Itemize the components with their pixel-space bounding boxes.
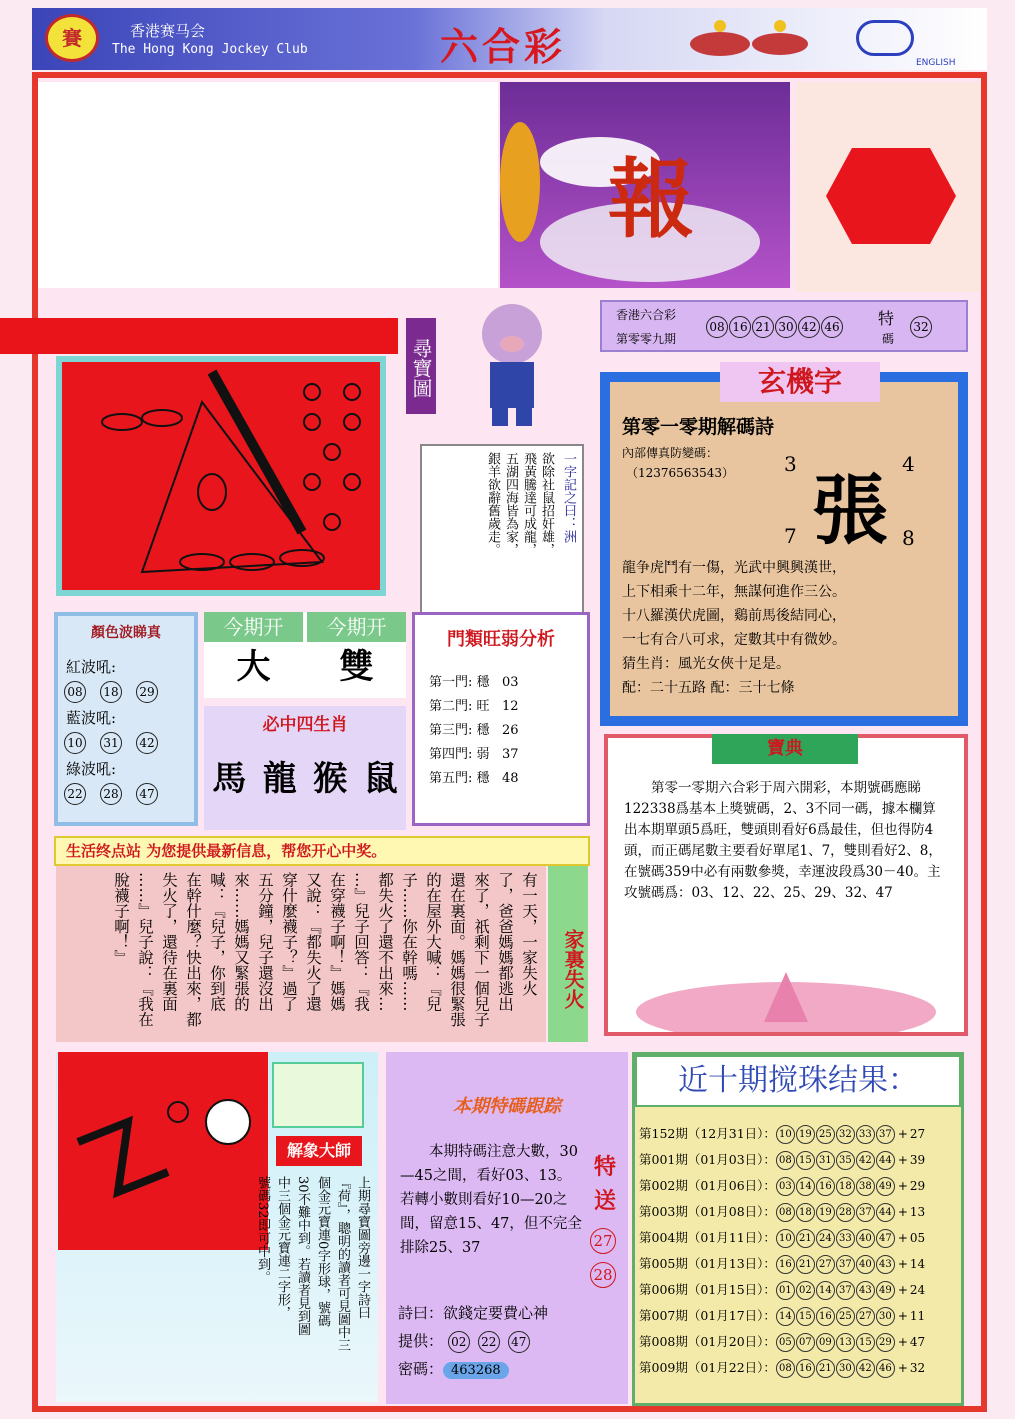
xuanji-line: 龍争虎鬥有一傷，光武中興興漢世， bbox=[622, 560, 846, 576]
result-balls bbox=[706, 316, 844, 338]
draw-ball: 44 bbox=[876, 1203, 895, 1222]
blue-ball: 10 bbox=[64, 732, 86, 754]
draw-ball: 43 bbox=[876, 1255, 895, 1274]
interpretation-column: 30不難中到。若讀者見到圖 bbox=[295, 1176, 310, 1336]
door-status: 弱 bbox=[476, 747, 490, 762]
story-column: 還在裏面。媽媽很緊張 bbox=[448, 872, 466, 1027]
green-ball: 47 bbox=[136, 783, 158, 805]
draw-ball: 18 bbox=[836, 1177, 855, 1196]
jockey-club-logo[interactable]: 賽 bbox=[45, 14, 99, 62]
poem-line: 欲除社鼠招奸雄， bbox=[539, 452, 554, 556]
draw-ball: 15 bbox=[796, 1307, 815, 1326]
draw-ball: 37 bbox=[856, 1203, 875, 1222]
special-tracking-title: 本期特碼跟踪 bbox=[453, 1096, 561, 1117]
poem-scroll bbox=[420, 444, 584, 616]
story-column: 五分鐘，兒子還沒出 bbox=[256, 872, 274, 1012]
blue-wave-label: 藍波吼: bbox=[66, 709, 117, 727]
draw-ball: 40 bbox=[856, 1229, 875, 1248]
story-column: 有一天，一家失火 bbox=[520, 872, 538, 996]
door-status: 旺 bbox=[476, 699, 490, 714]
special-number: 13 bbox=[909, 1205, 926, 1219]
issue-number: 第003期 bbox=[639, 1204, 688, 1219]
recent-result-row bbox=[635, 1277, 961, 1303]
draw-ball: 16 bbox=[816, 1177, 835, 1196]
poem-row bbox=[398, 1302, 548, 1323]
draw-ball: 21 bbox=[796, 1229, 815, 1248]
recent-result-row bbox=[635, 1251, 961, 1277]
story-column: 來了，祇剩下一個兒子 bbox=[472, 872, 490, 1027]
draw-ball: 24 bbox=[816, 1229, 835, 1248]
zodiac-animal: 鼠 bbox=[363, 759, 398, 799]
story-column: 脫襪子啊！』 bbox=[112, 872, 130, 965]
draw-ball: 40 bbox=[856, 1255, 875, 1274]
red-ball: 08 bbox=[64, 681, 86, 703]
interpretation-column: 個金元寶連0字形球，號碼 bbox=[315, 1176, 330, 1328]
plus-symbol: + bbox=[897, 1283, 908, 1297]
door-status: 穩 bbox=[476, 675, 490, 690]
result-ball: 21 bbox=[752, 316, 774, 338]
special-number: 27 bbox=[909, 1127, 926, 1141]
draw-ball: 30 bbox=[836, 1359, 855, 1378]
plus-symbol: + bbox=[897, 1179, 908, 1193]
poem-line: 五湖四海皆為家， bbox=[503, 452, 518, 556]
red-ball: 29 bbox=[136, 681, 158, 703]
life-info-bar: 生活终点站 为您提供最新信息，帮您开心中奖。 bbox=[54, 836, 590, 866]
draw-ball: 08 bbox=[776, 1203, 795, 1222]
gift-ball-wrap bbox=[590, 1228, 617, 1254]
draw-ball: 10 bbox=[776, 1125, 795, 1144]
story-column: 來……媽媽又緊張的 bbox=[232, 872, 250, 1012]
horse-racing-icon bbox=[680, 14, 810, 64]
draw-ball: 49 bbox=[876, 1177, 895, 1196]
issue-number: 第152期 bbox=[639, 1126, 688, 1141]
special-tracking-text: 本期特碼注意大數，30—45之間，看好03、13。若轉小數則看好10—20之間，留意15、47，但不完全排除25、37 bbox=[400, 1144, 582, 1256]
plus-symbol: + bbox=[897, 1335, 908, 1349]
zodiac-title: 必中四生肖 bbox=[262, 715, 348, 735]
issue-number: 第004期 bbox=[639, 1230, 688, 1245]
pig-mascot-icon bbox=[462, 300, 562, 430]
xuanji-line: 一七有合八可求，定數其中有微妙。 bbox=[622, 632, 846, 648]
draw-ball: 14 bbox=[796, 1177, 815, 1196]
draw-date: （12月31日）： bbox=[687, 1126, 776, 1141]
story-column: 在幹什麼？快出來，都 bbox=[184, 872, 202, 1027]
big-char: 張 bbox=[812, 466, 888, 555]
issue-number: 第001期 bbox=[639, 1152, 688, 1167]
plus-symbol: + bbox=[897, 1127, 908, 1141]
recent-result-row bbox=[635, 1199, 961, 1225]
draw-ball: 05 bbox=[776, 1333, 795, 1352]
draw-ball: 09 bbox=[816, 1333, 835, 1352]
draw-ball: 43 bbox=[856, 1281, 875, 1300]
green-ball: 22 bbox=[64, 783, 86, 805]
story-title: 家裏失火 bbox=[548, 866, 588, 1042]
draw-ball: 33 bbox=[836, 1229, 855, 1248]
zodiac-animal: 馬 bbox=[212, 759, 247, 799]
story-column: 喊：『兒子，你到底 bbox=[208, 872, 226, 1012]
special-number: 11 bbox=[909, 1309, 926, 1323]
door-name: 第二門: bbox=[429, 699, 473, 714]
recent-result-row bbox=[635, 1225, 961, 1251]
door-num: 48 bbox=[501, 771, 519, 786]
draw-ball: 46 bbox=[876, 1359, 895, 1378]
corner-num: 7 bbox=[784, 524, 797, 548]
provide-ball: 22 bbox=[478, 1331, 500, 1353]
door-num: 03 bbox=[501, 675, 519, 690]
plus-symbol: + bbox=[897, 1153, 908, 1167]
draw-ball: 08 bbox=[776, 1359, 795, 1378]
provide-ball: 47 bbox=[508, 1331, 530, 1353]
interpretation-label: 解象大師 bbox=[276, 1136, 362, 1166]
draw-date: （01月03日）： bbox=[687, 1152, 776, 1167]
draw-ball: 07 bbox=[796, 1333, 815, 1352]
blue-ball: 31 bbox=[100, 732, 122, 754]
door-analysis-title: 門類旺弱分析 bbox=[447, 629, 555, 650]
issue-number: 第007期 bbox=[639, 1308, 688, 1323]
special-number: 24 bbox=[909, 1283, 926, 1297]
story-column: 都失火了還不出來… bbox=[376, 872, 394, 1012]
green-ball: 28 bbox=[100, 783, 122, 805]
xuanji-line: 配：二十五路 配：三十七條 bbox=[622, 680, 795, 696]
draw-ball: 42 bbox=[856, 1151, 875, 1170]
xuanji-title: 玄機字 bbox=[720, 362, 880, 402]
draw-ball: 33 bbox=[856, 1125, 875, 1144]
hk-result-box bbox=[600, 300, 968, 352]
color-wave-title: 顏色波睇真 bbox=[91, 625, 161, 641]
story-column: 在穿襪子啊！』媽媽 bbox=[328, 872, 346, 1012]
english-button[interactable] bbox=[856, 20, 914, 56]
special-number: 29 bbox=[909, 1179, 926, 1193]
draw-ball: 44 bbox=[876, 1151, 895, 1170]
issue-head: 今期开 bbox=[307, 612, 406, 642]
draw-ball: 14 bbox=[776, 1307, 795, 1326]
interpretation-column: 號碼32即可中到。 bbox=[255, 1176, 270, 1284]
provide-ball: 02 bbox=[448, 1331, 470, 1353]
draw-ball: 16 bbox=[816, 1307, 835, 1326]
corner-num: 8 bbox=[902, 526, 915, 550]
issue-number: 第008期 bbox=[639, 1334, 688, 1349]
hk-lottery-label: 香港六合彩 bbox=[616, 308, 677, 322]
gift-ball-wrap bbox=[590, 1262, 617, 1288]
draw-ball: 16 bbox=[776, 1255, 795, 1274]
plus-symbol: + bbox=[897, 1231, 908, 1245]
red-ball: 18 bbox=[100, 681, 122, 703]
green-wave-label: 綠波吼: bbox=[66, 760, 117, 778]
door-status: 穩 bbox=[476, 723, 490, 738]
result-ball: 46 bbox=[821, 316, 843, 338]
gift-ball: 27 bbox=[590, 1228, 616, 1254]
draw-ball: 15 bbox=[856, 1333, 875, 1352]
draw-ball: 25 bbox=[816, 1125, 835, 1144]
draw-ball: 31 bbox=[816, 1151, 835, 1170]
baodian-box bbox=[604, 734, 968, 1036]
poem-line: 一字記之曰：洲 bbox=[561, 452, 576, 543]
provide-row bbox=[398, 1330, 531, 1353]
door-name: 第四門: bbox=[429, 747, 473, 762]
draw-ball: 37 bbox=[836, 1281, 855, 1300]
draw-date: （01月22日）： bbox=[687, 1360, 776, 1375]
provide-label: 提供： bbox=[398, 1332, 444, 1350]
poem-text: 欲錢定要費心神 bbox=[443, 1304, 549, 1322]
org-name-en: The Hong Kong Jockey Club bbox=[112, 42, 308, 57]
draw-ball: 32 bbox=[836, 1125, 855, 1144]
story-column: 又說：『都失火了還 bbox=[304, 872, 322, 1012]
draw-ball: 42 bbox=[856, 1359, 875, 1378]
door-rows bbox=[415, 671, 587, 791]
zodiac-animal: 猴 bbox=[313, 759, 348, 799]
draw-ball: 03 bbox=[776, 1177, 795, 1196]
special-number: 47 bbox=[909, 1335, 926, 1349]
plus-symbol: + bbox=[897, 1361, 908, 1375]
draw-ball: 13 bbox=[836, 1333, 855, 1352]
door-name: 第一門: bbox=[429, 675, 473, 690]
corner-num: 4 bbox=[902, 452, 915, 476]
last-map-image bbox=[58, 1052, 268, 1250]
treasure-map-image bbox=[56, 356, 386, 596]
issue-number: 第002期 bbox=[639, 1178, 688, 1193]
draw-date: （01月06日）： bbox=[687, 1178, 776, 1193]
draw-date: （01月15日）： bbox=[687, 1282, 776, 1297]
redaction-bar bbox=[0, 318, 398, 354]
draw-ball: 25 bbox=[836, 1307, 855, 1326]
code-row bbox=[398, 1358, 509, 1379]
baodian-title: 寶典 bbox=[712, 734, 858, 764]
draw-ball: 30 bbox=[876, 1307, 895, 1326]
issue-number: 第005期 bbox=[639, 1256, 688, 1271]
recent-result-row bbox=[635, 1173, 961, 1199]
result-ball: 30 bbox=[775, 316, 797, 338]
draw-ball: 27 bbox=[856, 1307, 875, 1326]
draw-ball: 18 bbox=[796, 1203, 815, 1222]
fax-number: （12376563543） bbox=[626, 466, 734, 480]
interpretation-text bbox=[252, 1176, 372, 1396]
draw-date: （01月17日）： bbox=[687, 1308, 776, 1323]
special-ball-wrap bbox=[910, 316, 933, 338]
draw-ball: 28 bbox=[836, 1203, 855, 1222]
fax-label: 內部傳真防變碼： bbox=[622, 446, 719, 460]
issue-number: 第009期 bbox=[639, 1360, 688, 1375]
door-num: 12 bbox=[501, 699, 519, 714]
color-wave-box bbox=[54, 612, 198, 826]
story-column: …』兒子回答：『我 bbox=[352, 872, 370, 1012]
story-column: 失火了，還待在裏面 bbox=[160, 872, 178, 1012]
result-ball: 42 bbox=[798, 316, 820, 338]
issue-head: 今期开 bbox=[204, 612, 303, 642]
poem-line: 銀羊欲辭舊歲走。 bbox=[485, 452, 500, 556]
special-number: 05 bbox=[909, 1231, 926, 1245]
recent-result-row bbox=[635, 1147, 961, 1173]
recent-result-row bbox=[635, 1329, 961, 1355]
draw-ball: 16 bbox=[796, 1359, 815, 1378]
recent-result-row bbox=[635, 1121, 961, 1147]
decode-poem-title: 第零一零期解碼詩 bbox=[622, 416, 775, 438]
door-analysis-box bbox=[412, 612, 590, 826]
treasure-map-label: 尋寶圖 bbox=[406, 318, 436, 414]
draw-ball: 27 bbox=[816, 1255, 835, 1274]
interpretation-column: 中三個金元寶連二字形， bbox=[275, 1176, 290, 1319]
parity-value: 雙 bbox=[339, 647, 374, 687]
poem-label: 詩曰： bbox=[398, 1304, 444, 1322]
draw-ball: 38 bbox=[856, 1177, 875, 1196]
draw-ball: 08 bbox=[776, 1151, 795, 1170]
special-number: 32 bbox=[909, 1361, 926, 1375]
xuanji-line: 十八羅漢伏虎圖，鷄前馬後結同心， bbox=[622, 608, 846, 624]
hands-icon bbox=[272, 1062, 364, 1128]
english-label[interactable]: ENGLISH bbox=[916, 58, 956, 68]
door-num: 37 bbox=[501, 747, 519, 762]
result-ball: 08 bbox=[706, 316, 728, 338]
draw-date: （01月08日）： bbox=[687, 1204, 776, 1219]
story-column: 了，爸爸媽媽都逃出 bbox=[496, 872, 514, 1012]
story-box bbox=[56, 866, 546, 1042]
recent-result-row bbox=[635, 1303, 961, 1329]
draw-ball: 21 bbox=[796, 1255, 815, 1274]
xuanji-line: 猜生肖：風光女俠十足是。 bbox=[622, 656, 790, 672]
recent-results-box bbox=[632, 1052, 964, 1406]
this-issue-box bbox=[204, 612, 406, 698]
issue-label: 第零零九期 bbox=[616, 332, 677, 346]
story-column: ……』兒子說：『我在 bbox=[136, 872, 154, 1027]
org-name-cn: 香港赛马会 bbox=[130, 22, 206, 40]
draw-date: （01月13日）： bbox=[687, 1256, 776, 1271]
result-ball: 16 bbox=[729, 316, 751, 338]
size-value: 大 bbox=[236, 647, 271, 687]
special-number: 39 bbox=[909, 1153, 926, 1167]
recent-results-title: 近十期搅珠结果： bbox=[635, 1055, 961, 1107]
draw-ball: 37 bbox=[836, 1255, 855, 1274]
draw-ball: 02 bbox=[796, 1281, 815, 1300]
draw-ball: 01 bbox=[776, 1281, 795, 1300]
code-value: 463268 bbox=[443, 1362, 509, 1379]
story-column: 子……你在幹嗎…… bbox=[400, 872, 418, 1012]
draw-ball: 19 bbox=[796, 1125, 815, 1144]
gift-ball: 28 bbox=[590, 1262, 616, 1288]
zodiac-animal: 龍 bbox=[262, 759, 297, 799]
door-status: 穩 bbox=[476, 771, 490, 786]
recent-result-row bbox=[635, 1355, 961, 1381]
story-column: 的在屋外大喊：『兒 bbox=[424, 872, 442, 1012]
gift-label-2: 送 bbox=[594, 1188, 617, 1214]
draw-ball: 35 bbox=[836, 1151, 855, 1170]
plus-symbol: + bbox=[897, 1205, 908, 1219]
red-wave-label: 紅波吼: bbox=[66, 658, 117, 676]
draw-ball: 47 bbox=[876, 1229, 895, 1248]
plus-symbol: + bbox=[897, 1257, 908, 1271]
special-label: 特 bbox=[878, 309, 895, 328]
blank-panel bbox=[38, 82, 498, 288]
draw-ball: 21 bbox=[816, 1359, 835, 1378]
code-label: 密碼： bbox=[398, 1360, 444, 1378]
page-title: 六合彩 bbox=[440, 25, 567, 69]
banner-char: 報 bbox=[608, 149, 694, 250]
door-name: 第五門: bbox=[429, 771, 473, 786]
xuanji-lines bbox=[622, 556, 952, 700]
draw-ball: 10 bbox=[776, 1229, 795, 1248]
special-number: 14 bbox=[909, 1257, 926, 1271]
lantern-icon bbox=[826, 148, 956, 244]
plus-symbol: + bbox=[897, 1309, 908, 1323]
draw-ball: 29 bbox=[876, 1333, 895, 1352]
xuanji-line: 上下相乘十二年，無謀何進作三公。 bbox=[622, 584, 846, 600]
door-name: 第三門: bbox=[429, 723, 473, 738]
draw-date: （01月20日）： bbox=[687, 1334, 776, 1349]
zodiac-box bbox=[204, 706, 406, 830]
corner-num: 3 bbox=[784, 452, 797, 476]
interpretation-column: 上期尋寶圖旁邊一字詩曰 bbox=[355, 1176, 370, 1319]
poem-line: 飛黃騰達可成龍， bbox=[521, 452, 536, 556]
draw-ball: 37 bbox=[876, 1125, 895, 1144]
interpretation-column: 『荷』，聰明的讀者可見圖中三 bbox=[335, 1176, 350, 1352]
issue-number: 第006期 bbox=[639, 1282, 688, 1297]
special-label-2: 碼 bbox=[882, 332, 895, 346]
blue-ball: 42 bbox=[136, 732, 158, 754]
door-num: 26 bbox=[501, 723, 519, 738]
baodian-text: 第零一零期六合彩于周六開彩，本期號碼應睇122338爲基本上獎號碼，2、3不同一碼，據本欄算出本期單頭5爲旺，雙頭則看好6爲最佳，但也得防4頭，而正碼尾數主要看好單尾1、7，雙則看好2、8，在號碼359中必有兩數參獎，幸運波段爲30－40。主攻號碼爲：03、12、22、25、29、32、47 bbox=[624, 780, 942, 901]
gift-label: 特 bbox=[594, 1154, 617, 1180]
story-column: 穿什麼襪子？』過了 bbox=[280, 872, 298, 1012]
draw-date: （01月11日）： bbox=[687, 1230, 776, 1245]
draw-ball: 19 bbox=[816, 1203, 835, 1222]
draw-ball: 15 bbox=[796, 1151, 815, 1170]
draw-ball: 49 bbox=[876, 1281, 895, 1300]
special-ball: 32 bbox=[910, 316, 932, 338]
draw-ball: 14 bbox=[816, 1281, 835, 1300]
